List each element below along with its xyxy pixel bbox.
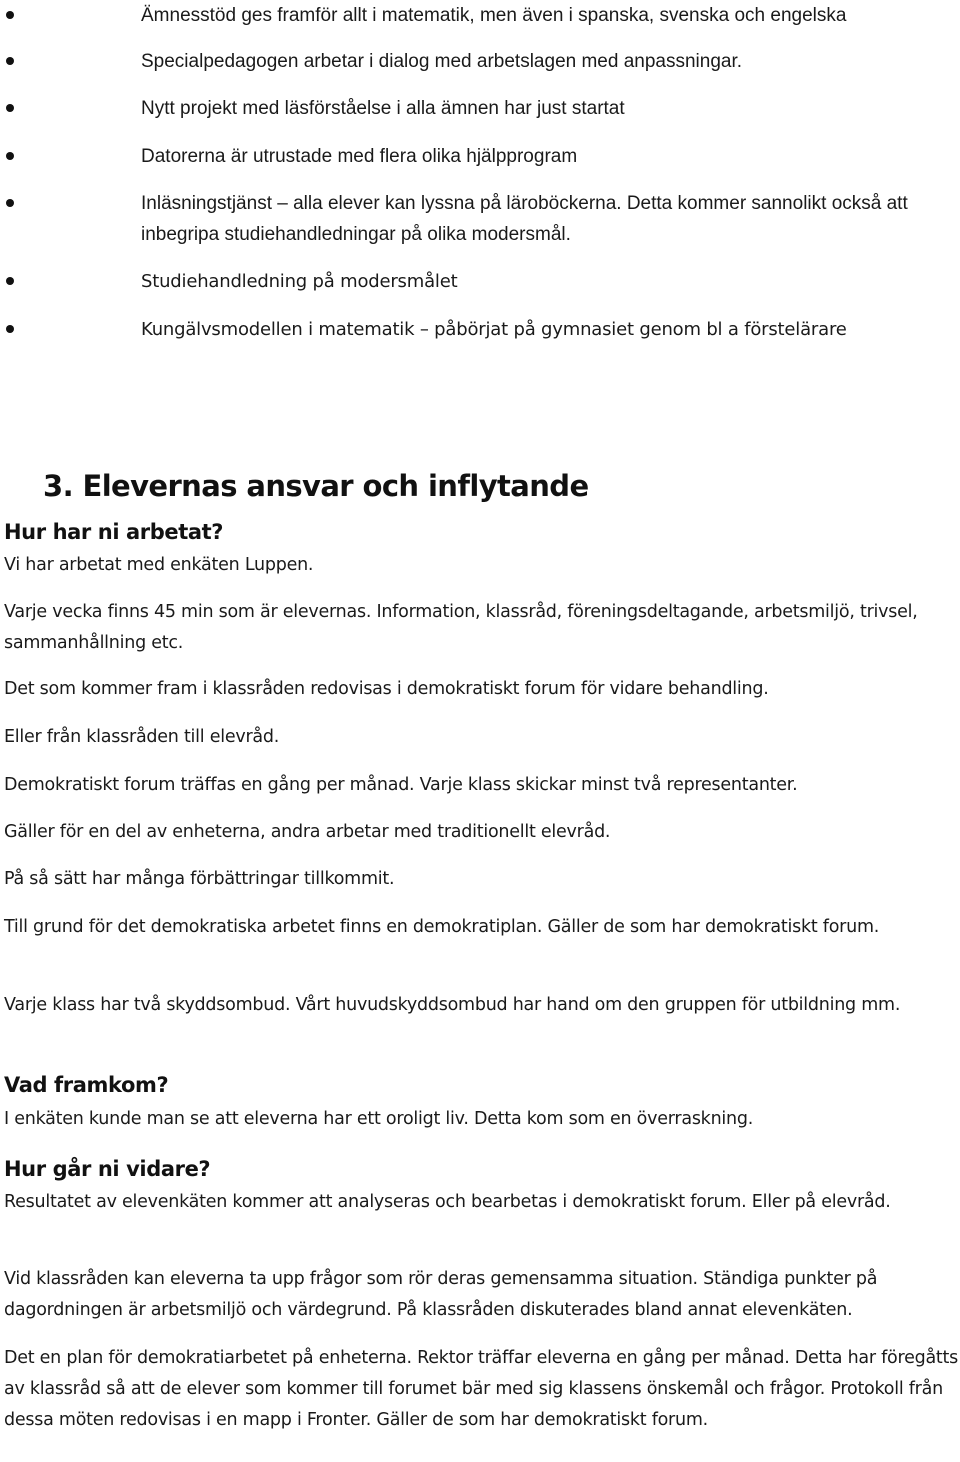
list-item-text: Kungälvsmodellen i matematik – påbörjat på gymnasiet genom bl a förstelärare	[141, 319, 847, 340]
paragraph: Vid klassråden kan eleverna ta upp frågor som rör deras gemensamma situation. Ständiga punkter på dagordningen är arbetsmiljö och värdegrund. På klassråden diskuterades bland annat elevenkäten.	[4, 1269, 878, 1320]
paragraph: Varje klass har två skyddsombud. Vårt huvudskyddsombud har hand om den gruppen för utbildning mm.	[4, 995, 901, 1015]
bullet-icon	[6, 325, 14, 333]
bullet-icon	[6, 11, 14, 19]
list-item-text: Studiehandledning på modersmålet	[141, 271, 458, 292]
bullet-icon	[6, 57, 14, 65]
list-item-text: Specialpedagogen arbetar i dialog med arbetslagen med anpassningar.	[141, 51, 743, 72]
subheading-next-steps: Hur går ni vidare?	[4, 1157, 211, 1181]
bullet-icon	[6, 277, 14, 285]
list-item-text: Ämnesstöd ges framför allt i matematik, men även i spanska, svenska och engelska	[141, 5, 847, 26]
paragraph: Demokratiskt forum träffas en gång per månad. Varje klass skickar minst två representanter.	[4, 775, 798, 795]
bullet-icon	[6, 152, 14, 160]
paragraph: Varje vecka finns 45 min som är elevernas. Information, klassråd, föreningsdeltagande, arbetsmiljö, trivsel, sammanhållning etc.	[4, 602, 918, 653]
paragraph: I enkäten kunde man se att eleverna har ett oroligt liv. Detta kom som en överraskning.	[4, 1109, 754, 1129]
subheading-what-came: Vad framkom?	[4, 1073, 169, 1097]
bullet-icon	[6, 199, 14, 207]
paragraph: Eller från klassråden till elevråd.	[4, 727, 280, 747]
paragraph: Gäller för en del av enheterna, andra arbetar med traditionellt elevråd.	[4, 822, 611, 842]
paragraph: Vi har arbetat med enkäten Luppen.	[4, 555, 314, 575]
paragraph: Till grund för det demokratiska arbetet finns en demokratiplan. Gäller de som har demokratiskt forum.	[4, 917, 880, 937]
list-item-text: Inläsningstjänst – alla elever kan lyssna på läroböckerna. Detta kommer sannolikt också att inbegripa studiehandledningar på olika modersmål.	[141, 193, 908, 245]
paragraph: Det en plan för demokratiarbetet på enheterna. Rektor träffar eleverna en gång per månad. Detta har föregåtts av klassråd så att de elever som kommer till forumet bär med sig klassens önskemål och frågor. Protokoll från dessa möten redovisas i en mapp i Fronter. Gäller de som har demokratiskt forum.	[4, 1348, 959, 1430]
paragraph: Det som kommer fram i klassråden redovisas i demokratiskt forum för vidare behandling.	[4, 679, 769, 699]
list-item-text: Nytt projekt med läsförståelse i alla ämnen har just startat	[141, 98, 625, 119]
bullet-icon	[6, 104, 14, 112]
paragraph: Resultatet av elevenkäten kommer att analyseras och bearbetas i demokratiskt forum. Eller på elevråd.	[4, 1192, 891, 1212]
subheading-how-worked: Hur har ni arbetat?	[4, 520, 224, 544]
section-heading: 3. Elevernas ansvar och inflytande	[43, 469, 589, 503]
paragraph: På så sätt har många förbättringar tillkommit.	[4, 869, 395, 889]
list-item-text: Datorerna är utrustade med flera olika hjälpprogram	[141, 146, 578, 167]
